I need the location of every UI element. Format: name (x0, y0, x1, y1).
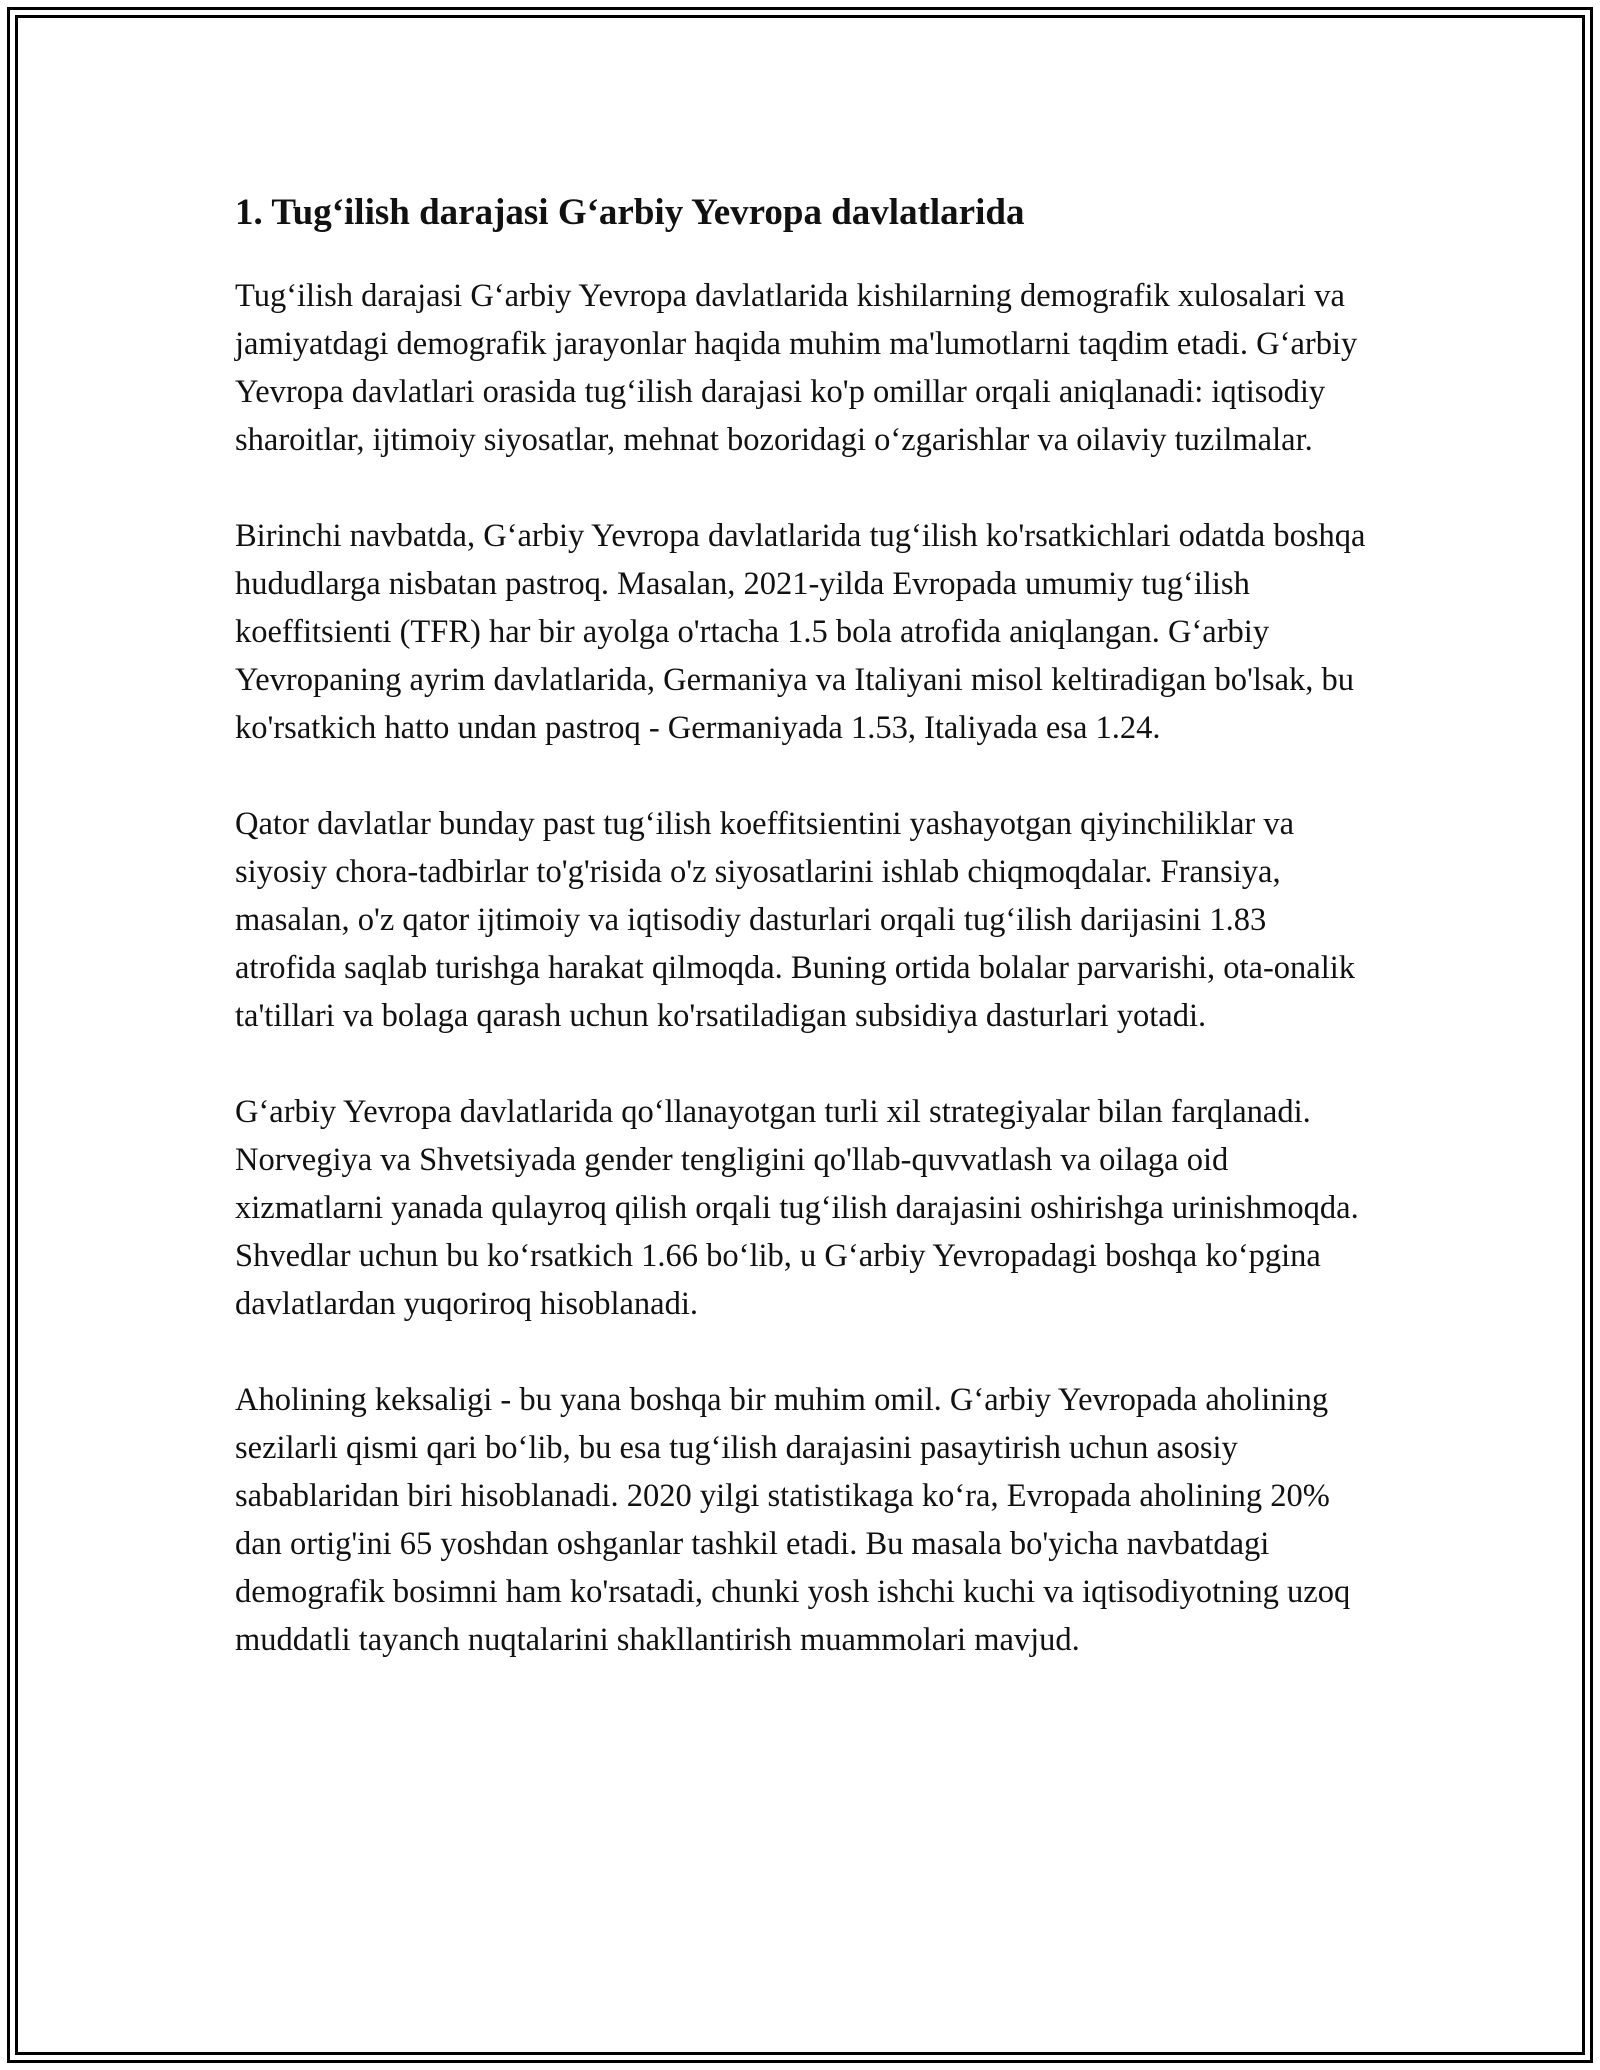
section-heading: 1. Tug‘ilish darajasi G‘arbiy Yevropa davlatlarida (235, 192, 1025, 233)
paragraph-aging: Aholining keksaligi - bu yana boshqa bir muhim omil. G‘arbiy Yevropada aholining sezilarli qismi qari bo‘lib, bu esa tug‘ilish darajasini pasaytirish uchun asosiy sabablaridan biri hisoblanadi. 2020 yilgi statistikaga ko‘ra, Evropada aholining 20% dan ortig'ini 65 yoshdan oshganlar tashkil etadi. Bu masala bo'yicha navbatdagi demografik bosimni ham ko'rsatadi, chunki yosh ishchi kuchi va iqtisodiyotning uzoq muddatli tayanch nuqtalarini shakllantirish muammolari mavjud. (235, 1382, 1351, 1658)
document-body (235, 180, 1375, 1712)
paragraph-fertility-rates: Birinchi navbatda, G‘arbiy Yevropa davlatlarida tug‘ilish ko'rsatkichlari odatda boshqa hududlarga nisbatan pastroq. Masalan, 2021-yilda Evropada umumiy tug‘ilish koeffitsienti (TFR) har bir ayolga o'rtacha 1.5 bola atrofida aniqlangan. G‘arbiy Yevropaning ayrim davlatlarida, Germaniya va Italiyani misol keltiradigan bo'lsak, bu ko'rsatkich hatto undan pastroq - Germaniyada 1.53, Italiyada esa 1.24. (235, 518, 1366, 746)
paragraph-policies: Qator davlatlar bunday past tug‘ilish koeffitsientini yashayotgan qiyinchiliklar va siyosiy chora-tadbirlar to'g'risida o'z siyosatlarini ishlab chiqmoqdalar. Fransiya, masalan, o'z qator ijtimoiy va iqtisodiy dasturlari orqali tug‘ilish darijasini 1.83 atrofida saqlab turishga harakat qilmoqda. Buning ortida bolalar parvarishi, ota-onalik ta'tillari va bolaga qarash uchun ko'rsatiladigan subsidiya dasturlari yotadi. (235, 806, 1356, 1034)
paragraph-strategies: G‘arbiy Yevropa davlatlarida qo‘llanayotgan turli xil strategiyalar bilan farqlanadi. Norvegiya va Shvetsiyada gender tengligini qo'llab-quvvatlash va oilaga oid xizmatlarni yanada qulayroq qilish orqali tug‘ilish darajasini oshirishga urinishmoqda. Shvedlar uchun bu ko‘rsatkich 1.66 bo‘lib, u G‘arbiy Yevropadagi boshqa ko‘pgina davlatlardan yuqoriroq hisoblanadi. (235, 1094, 1359, 1322)
paragraph-intro: Tug‘ilish darajasi G‘arbiy Yevropa davlatlarida kishilarning demografik xulosalari va jamiyatdagi demografik jarayonlar haqida muhim ma'lumotlarni taqdim etadi. G‘arbiy Yevropa davlatlari orasida tug‘ilish darajasi ko'p omillar orqali aniqlanadi: iqtisodiy sharoitlar, ijtimoiy siyosatlar, mehnat bozoridagi o‘zgarishlar va oilaviy tuzilmalar. (235, 278, 1358, 458)
